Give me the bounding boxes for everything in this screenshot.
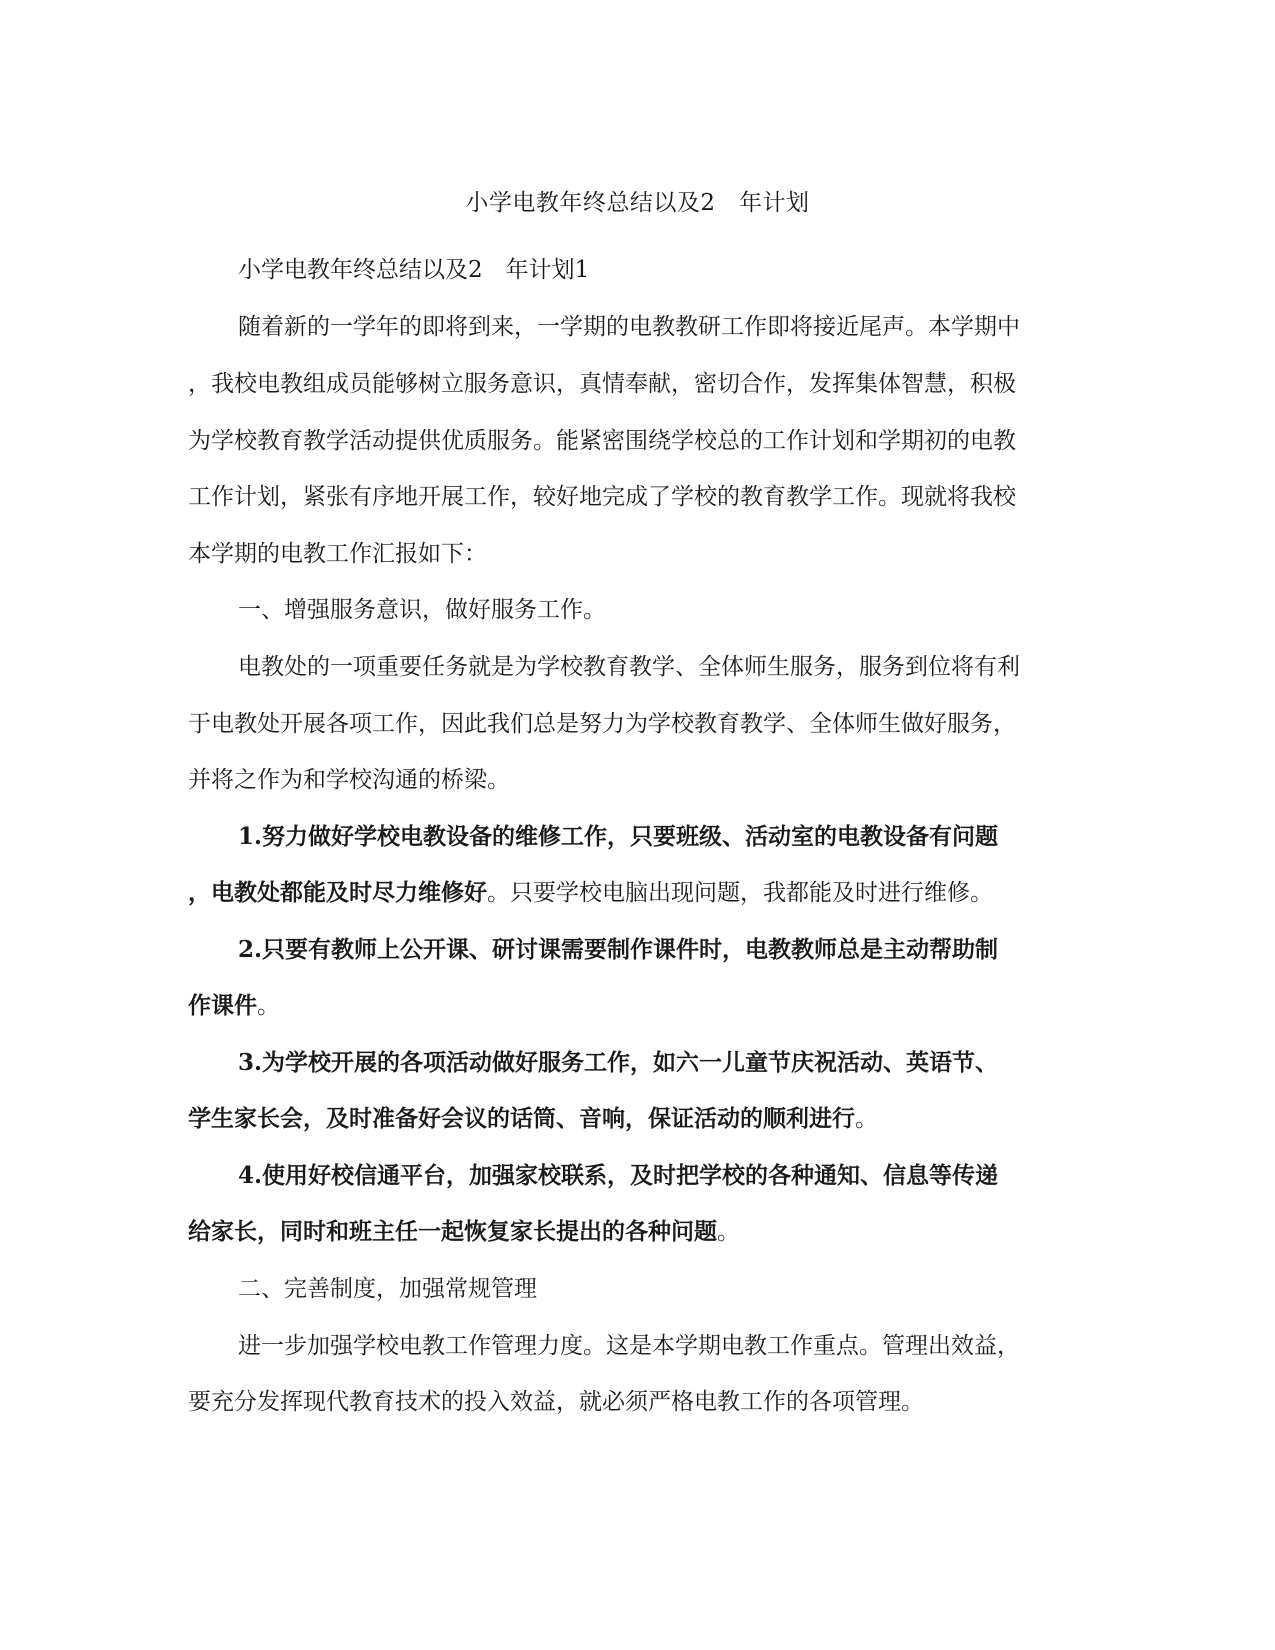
bold-text: 作课件 [188,992,257,1019]
document-subtitle: 小学电教年终总结以及2 年计划1 [238,257,590,283]
plain-text: 。 [855,1106,878,1132]
paragraph-line: 于电教处开展各项工作，因此我们总是努力为学校教育教学、全体师生做好服务， [188,711,1016,737]
paragraph-line: 工作计划，紧张有序地开展工作，较好地完成了学校的教育教学工作。现就将我校 [188,484,1016,510]
paragraph-line: 进一步加强学校电教工作管理力度。这是本学期电教工作重点。管理出效益， [238,1333,1020,1359]
bold-text: 给家长，同时和班主任一起恢复家长提出的各种问题 [188,1218,717,1245]
bold-text: ，电教处都能及时尽力维修好 [188,879,487,906]
section-heading: 二、完善制度，加强常规管理 [238,1276,537,1302]
list-item-continuation [188,991,1088,1021]
plain-text: 。 [717,1219,740,1245]
document-title: 小学电教年终总结以及2 年计划 [465,190,810,216]
list-item: 3.为学校开展的各项活动做好服务工作，如六一儿童节庆祝活动、英语节、 [238,1049,999,1076]
list-item-continuation [188,1217,1088,1247]
list-item: 2.只要有教师上公开课、研讨课需要制作课件时，电教教师总是主动帮助制 [238,936,999,963]
paragraph-line: 本学期的电教工作汇报如下： [188,541,487,567]
list-item: 4.使用好校信通平台，加强家校联系，及时把学校的各种通知、信息等传递 [238,1162,999,1189]
paragraph-line: 为学校教育教学活动提供优质服务。能紧密围绕学校总的工作计划和学期初的电教 [188,428,1016,454]
bold-text: 学生家长会，及时准备好会议的话筒、音响，保证活动的顺利进行 [188,1105,855,1132]
list-item: 1.努力做好学校电教设备的维修工作，只要班级、活动室的电教设备有问题 [238,823,999,850]
paragraph-line: ，我校电教组成员能够树立服务意识，真情奉献，密切合作，发挥集体智慧，积极 [188,371,1016,397]
list-item-continuation [188,878,1088,908]
section-heading: 一、增强服务意识，做好服务工作。 [238,597,606,623]
plain-text: 。只要学校电脑出现问题，我都能及时进行维修。 [487,880,993,906]
paragraph-line: 并将之作为和学校沟通的桥梁。 [188,767,510,793]
paragraph-line: 随着新的一学年的即将到来，一学期的电教教研工作即将接近尾声。本学期中 [238,314,1020,340]
paragraph-line: 电教处的一项重要任务就是为学校教育教学、全体师生服务，服务到位将有利 [238,654,1020,680]
paragraph-line: 要充分发挥现代教育技术的投入效益，就必须严格电教工作的各项管理。 [188,1389,924,1415]
plain-text: 。 [257,993,280,1019]
list-item-continuation [188,1104,1088,1134]
